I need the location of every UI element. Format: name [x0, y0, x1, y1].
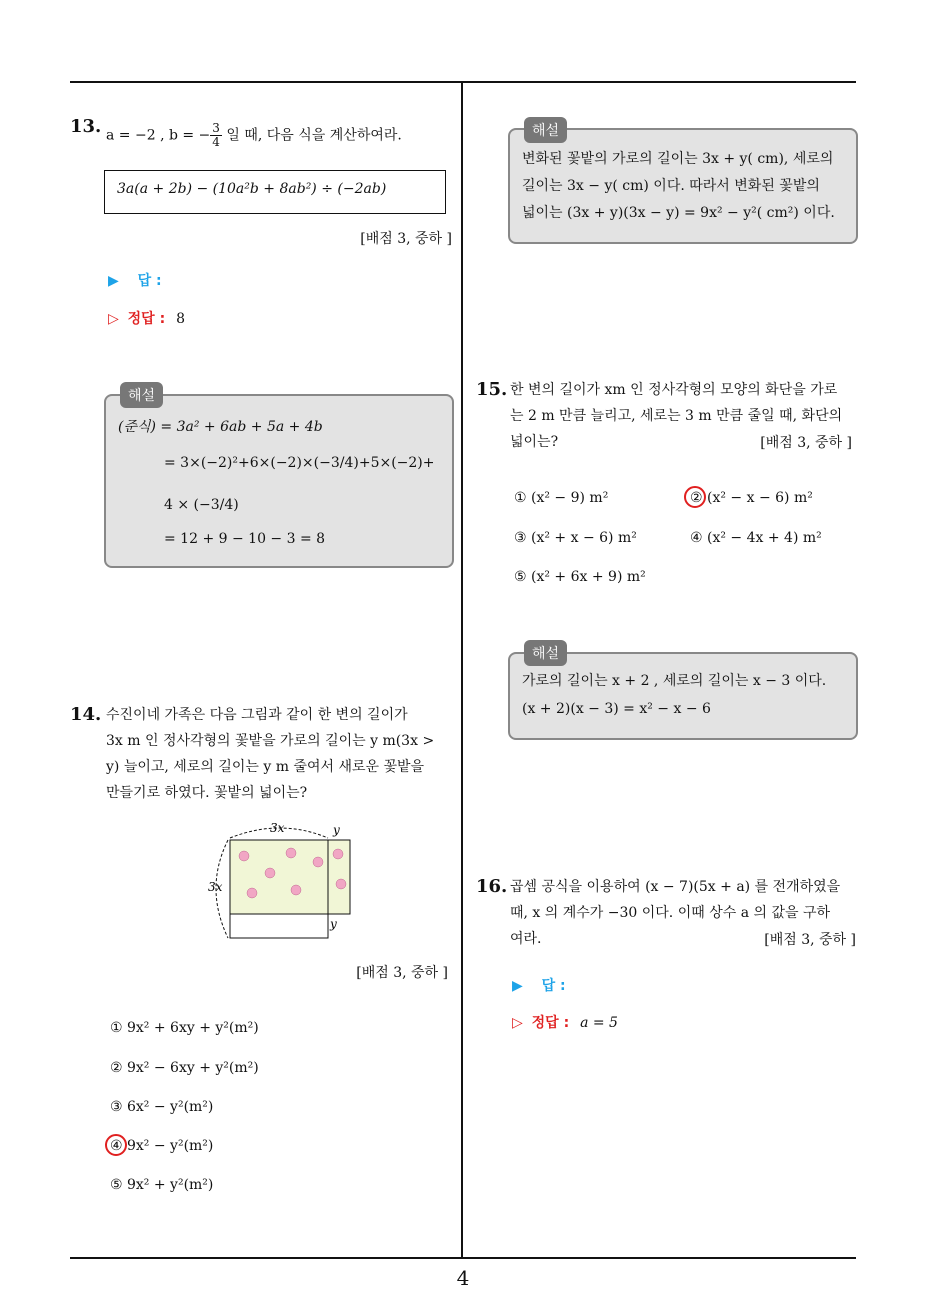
correct-triangle-icon: ▷: [512, 1015, 523, 1031]
page-number: 4: [456, 1266, 470, 1290]
q15-stem-line-1: 한 변의 길이가 xm 인 정사각형의 모양의 화단을 가로: [510, 382, 838, 398]
flower-icon: [313, 857, 323, 867]
q14-choice-3[interactable]: ③ 6x² − y²(m²): [110, 1099, 214, 1115]
q13-solution-line-4: = 12 + 9 − 10 − 3 = 8: [164, 531, 326, 547]
q16-correct-label: 정답 :: [531, 1015, 570, 1031]
q14-stem-line-1: 수진이네 가족은 다음 그림과 같이 한 변의 길이가: [106, 707, 408, 723]
bottom-rule: [70, 1257, 856, 1259]
q13-solution-line-2: = 3×(−2)²+6×(−2)×(−3/4)+5×(−2)+: [164, 455, 435, 471]
q14-selected-circle: [105, 1134, 127, 1156]
q13-solution-line-1: (준식) = 3a² + 6ab + 5a + 4b: [118, 419, 323, 435]
q13-expression-box: [104, 170, 446, 214]
q13-answer-row: [108, 270, 162, 290]
correct-triangle-icon: ▷: [108, 311, 119, 327]
q13-frac-num: 3: [212, 121, 220, 135]
fig-label-left: 3x: [208, 880, 223, 894]
q14-meta: [배점 3, 중하 ]: [356, 965, 448, 981]
q15-choice-5[interactable]: ⑤ (x² + 6x + 9) m²: [514, 569, 646, 585]
q13-solution-line-3: 4 × (−3/4): [164, 497, 239, 513]
flower-icon: [333, 849, 343, 859]
q15-solution-tag: 해설: [524, 640, 567, 666]
q14-solution-line-3: 넓이는 (3x + y)(3x − y) = 9x² − y²( cm²) 이다.: [522, 205, 835, 221]
q14-choice-1[interactable]: ① 9x² + 6xy + y²(m²): [110, 1020, 259, 1036]
fig-label-top-right: y: [333, 823, 340, 837]
q15-meta: [배점 3, 중하 ]: [760, 435, 852, 451]
question-15-number: 15.: [476, 379, 508, 400]
q15-choice-4[interactable]: ④ (x² − 4x + 4) m²: [690, 530, 822, 546]
q15-choice-1[interactable]: ① (x² − 9) m²: [514, 490, 609, 506]
q15-solution-line-1: 가로의 길이는 x + 2 , 세로의 길이는 x − 3 이다.: [522, 673, 827, 689]
top-rule: [70, 81, 856, 83]
q15-choice-2[interactable]: ② (x² − x − 6) m²: [690, 490, 813, 506]
q14-choice-4[interactable]: ④ 9x² − y²(m²): [110, 1138, 214, 1154]
q13-stem-part-b: 일 때, 다음 식을 계산하여라.: [221, 127, 402, 144]
q15-stem-line-2: 는 2 m 만큼 늘리고, 세로는 3 m 만큼 줄일 때, 화단의: [510, 408, 843, 424]
q14-solution-line-2: 길이는 3x − y( cm) 이다. 따라서 변화된 꽃밭의: [522, 178, 820, 194]
q16-meta: [배점 3, 중하 ]: [764, 932, 856, 948]
q15-solution-line-2: (x + 2)(x − 3) = x² − x − 6: [522, 701, 711, 717]
column-divider: [461, 83, 463, 1258]
q16-stem-line-2: 때, x 의 계수가 −30 이다. 이때 상수 a 의 값을 구하: [510, 905, 831, 921]
flower-icon: [286, 848, 296, 858]
q14-stem-line-3: y) 늘이고, 세로의 길이는 y m 줄여서 새로운 꽃밭을: [106, 759, 425, 775]
question-13-stem: [106, 122, 402, 149]
q14-choice-2[interactable]: ② 9x² − 6xy + y²(m²): [110, 1060, 259, 1076]
q15-selected-circle: [684, 486, 706, 508]
question-14-number: 14.: [70, 704, 102, 725]
flower-icon: [239, 851, 249, 861]
q13-solution-tag: 해설: [120, 382, 163, 408]
q15-choice-3[interactable]: ③ (x² + x − 6) m²: [514, 530, 637, 546]
q13-correct-label: 정답 :: [127, 311, 166, 327]
q14-stem-line-2: 3x m 인 정사각형의 꽃밭을 가로의 길이는 y m(3x >: [106, 733, 435, 749]
q14-garden-figure: [200, 818, 370, 944]
q13-fraction: [210, 122, 222, 149]
question-13-number: 13.: [70, 116, 102, 137]
answer-triangle-icon: ▶: [108, 273, 119, 289]
q14-stem-line-4: 만들기로 하였다. 꽃밭의 넓이는?: [106, 785, 308, 801]
q13-stem-part-a: a = −2 , b = −: [106, 127, 211, 144]
flower-icon: [291, 885, 301, 895]
flower-icon: [265, 868, 275, 878]
flower-icon: [247, 888, 257, 898]
q16-correct-value: a = 5: [580, 1015, 618, 1031]
q16-correct-row: [512, 1012, 618, 1032]
question-16-number: 16.: [476, 876, 508, 897]
removed-strip: [230, 914, 328, 938]
q13-expression: 3a(a + 2b) − (10a²b + 8ab²) ÷ (−2ab): [117, 181, 387, 197]
q16-answer-label: 답 :: [541, 978, 566, 994]
q14-solution-box: [508, 128, 858, 244]
q14-solution-line-1: 변화된 꽃밭의 가로의 길이는 3x + y( cm), 세로의: [522, 151, 834, 167]
flower-icon: [336, 879, 346, 889]
q13-solution-box: [104, 394, 454, 568]
q13-correct-value: 8: [176, 311, 185, 327]
answer-triangle-icon: ▶: [512, 978, 523, 994]
q16-stem-line-3: 여라.: [510, 931, 542, 947]
q13-meta: [배점 3, 중하 ]: [360, 231, 452, 247]
q16-stem-line-1: 곱셈 공식을 이용하여 (x − 7)(5x + a) 를 전개하였을: [510, 879, 841, 895]
q13-correct-row: [108, 308, 185, 328]
q15-stem-line-3: 넓이는?: [510, 434, 559, 450]
q13-answer-label: 답 :: [137, 273, 162, 289]
q14-solution-tag: 해설: [524, 117, 567, 143]
fig-label-bottom-right: y: [330, 917, 337, 931]
fig-label-top: 3x: [270, 821, 285, 835]
q13-frac-den: 4: [212, 135, 220, 149]
q14-choice-5[interactable]: ⑤ 9x² + y²(m²): [110, 1177, 214, 1193]
q16-answer-row: [512, 975, 566, 995]
